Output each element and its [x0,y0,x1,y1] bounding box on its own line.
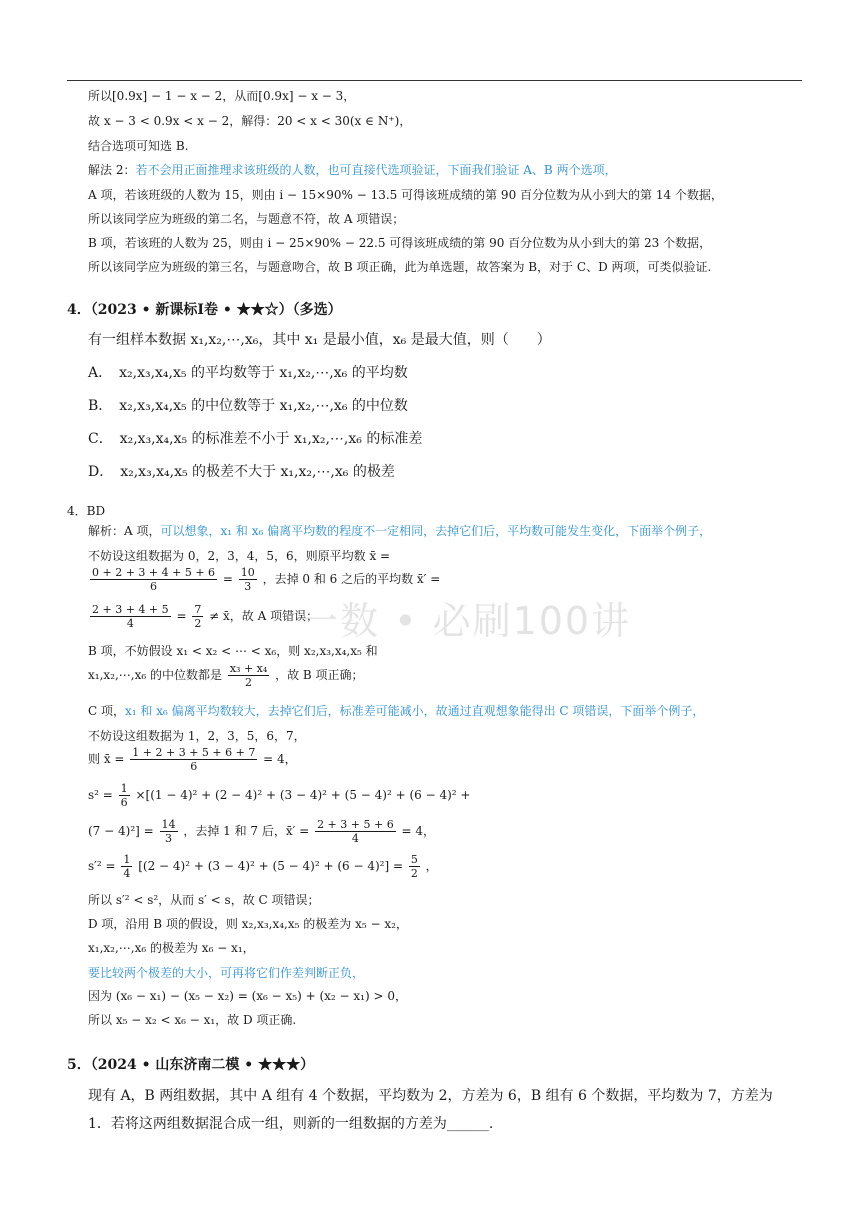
question-5-stem: 现有 A，B 两组数据，其中 A 组有 4 个数据，平均数为 2，方差为 6，B 组有 6 个数据，平均数为 7，方差为 [88,1088,773,1104]
formula-text: x₁,x₂,⋯,x₆ 的中位数都是 [88,668,222,682]
solution-line: B 项，若该班的人数为 25，则由 i − 25×90% − 22.5 可得该班成绩的第 90 百分位数为从小到大的第 23 个数据， [88,236,712,250]
question-4-header: 4．（2023 • 新课标Ⅰ卷 • ★★☆）（多选） [67,302,342,318]
fraction: $\frac{7}{2}$ [194,603,202,630]
solution-line [88,703,704,719]
solution-line: 所以该同学应为班级的第三名，与题意吻合，故 B 项正确，此为单选题，故答案为 B，对于 C、D 两项，可类似验证. [88,260,712,274]
formula-text: = 4， [401,824,436,838]
hint-note: 若不会用正面推理求该班级的人数，也可直接代选项验证，下面我们验证 A、B 两个选项， [135,163,617,177]
option-b: B． x₂,x₃,x₄,x₅ 的中位数等于 x₁,x₂,⋯,x₆ 的中位数 [88,398,408,414]
fraction: $\frac{1}{4}$ [123,853,131,880]
fraction: $\frac{\text{x₃ + x₄}}{2}$ [229,662,268,689]
solution-line: 故 x − 3 < 0.9x < x − 2，解得：20 < x < 30(x ∈ N⁺)， [88,114,412,128]
solution-line: B 项，不妨假设 x₁ < x₂ < ⋯ < x₆，则 x₂,x₃,x₄,x₅ 和 [88,644,378,658]
solution-line: D 项，沿用 B 项的假设，则 x₂,x₃,x₄,x₅ 的极差为 x₅ − x₂， [88,917,408,931]
formula-text: ，去掉 1 和 7 后，x̄′ = [183,824,310,838]
solution-line [88,162,617,178]
formula-line [88,853,438,880]
formula-line [88,746,297,773]
fraction: $\frac{5}{2}$ [410,853,418,880]
method-label: 解法 2： [88,163,136,177]
solution-line: 不妨设这组数据为 1，2，3，5，6，7， [88,729,306,743]
formula-text: [(2 − 4)² + (3 − 4)² + (5 − 4)² + (6 − 4)²] = [138,859,404,873]
solution-line: 结合选项可知选 B. [88,139,189,153]
formula-text: (7 − 4)²] = [88,824,154,838]
answer-label: 4．BD [67,504,106,518]
option-a: A． x₂,x₃,x₄,x₅ 的平均数等于 x₁,x₂,⋯,x₆ 的平均数 [88,365,408,381]
solution-line: x₁,x₂,⋯,x₆ 的极差为 x₆ − x₁， [88,941,255,955]
hint-note: 可以想象，x₁ 和 x₆ 偏离平均数的程度不一定相同，去掉它们后，平均数可能发生变化，下面举个例子， [160,524,712,538]
item-label: C 项， [88,704,125,718]
solution-line: 因为 (x₆ − x₁) − (x₅ − x₂) = (x₆ − x₅) + (x₂ − x₁) > 0， [88,989,407,1003]
hint-note: x₁ 和 x₆ 偏离平均数较大，去掉它们后，标准差可能减小，故通过直观想象能得出 C 项错误，下面举个例子， [125,704,705,718]
formula-text: 则 x̄ = [88,752,125,766]
solution-line [88,523,711,539]
formula-text: s′² = [88,859,116,873]
formula-text: ≠ x̄，故 A 项错误； [209,609,319,623]
fraction: $\frac{1}{6}$ [120,782,128,809]
solution-line: 所以 x₅ − x₂ < x₆ − x₁，故 D 项正确. [88,1013,297,1027]
fraction: $\frac{1 + 2 + 3 + 5 + 6 + 7}{6}$ [132,746,256,773]
formula-text: ×[(1 − 4)² + (2 − 4)² + (3 − 4)² + (5 − 4)² + (6 − 4)² + [135,788,471,802]
solution-line: 所以[0.9x] − 1 − x − 2，从而[0.9x] − x − 3， [88,89,356,103]
formula-line [88,782,470,809]
fraction: $\frac{14}{3}$ [161,818,176,845]
formula-line [88,818,435,845]
question-5-header: 5．（2024 • 山东济南二模 • ★★★） [67,1057,315,1073]
solution-line: 所以 s′² < s²，从而 s′ < s，故 C 项错误； [88,893,320,907]
formula-line [88,662,364,689]
formula-text: s² = [88,788,113,802]
question-4-stem: 有一组样本数据 x₁,x₂,⋯,x₆，其中 x₁ 是最小值，x₆ 是最大值，则（ ） [88,332,551,348]
watermark: 一数 • 必刷100讲 [300,599,632,643]
option-c: C． x₂,x₃,x₄,x₅ 的标准差不小于 x₁,x₂,⋯,x₆ 的标准差 [88,431,423,447]
fraction: $\frac{0 + 2 + 3 + 4 + 5 + 6}{6}$ [92,566,216,593]
fraction: $\frac{2 + 3 + 4 + 5}{4}$ [92,603,169,630]
item-label: 解析：A 项， [88,524,161,538]
formula-line: $\frac{2 + 3 + 4 + 5}{4}$ = $\frac{7}{2}$ ≠ x̄，故 A 项错误； [92,603,319,630]
solution-line: A 项，若该班级的人数为 15，则由 i − 15×90% − 13.5 可得该班成绩的第 90 百分位数为从小到大的第 14 个数据， [88,188,723,202]
question-5-stem: 1．若将这两组数据混合成一组，则新的一组数据的方差为______. [88,1116,494,1132]
option-d: D． x₂,x₃,x₄,x₅ 的极差不大于 x₁,x₂,⋯,x₆ 的极差 [88,464,395,480]
fraction: $\frac{2 + 3 + 5 + 6}{4}$ [317,818,394,845]
solution-line: 所以该同学应为班级的第二名，与题意不符，故 A 项错误； [88,212,405,226]
solution-line: 不妨设这组数据为 0，2，3，4，5，6，则原平均数 x̄ = [88,549,391,563]
formula-text: = 4， [263,752,297,766]
formula-text: ， [425,859,438,873]
formula-text: ，故 B 项正确； [275,668,364,682]
formula-text: ，去掉 0 和 6 之后的平均数 x̄′ = [262,572,441,586]
fraction: $\frac{10}{3}$ [240,566,255,593]
formula-line: $\frac{0 + 2 + 3 + 4 + 5 + 6}{6}$ = $\frac{10}{3}$ ，去掉 0 和 6 之后的平均数 x̄′ = [92,566,441,593]
hint-note: 要比较两个极差的大小，可再将它们作差判断正负， [88,966,365,980]
header-rule [67,80,802,81]
